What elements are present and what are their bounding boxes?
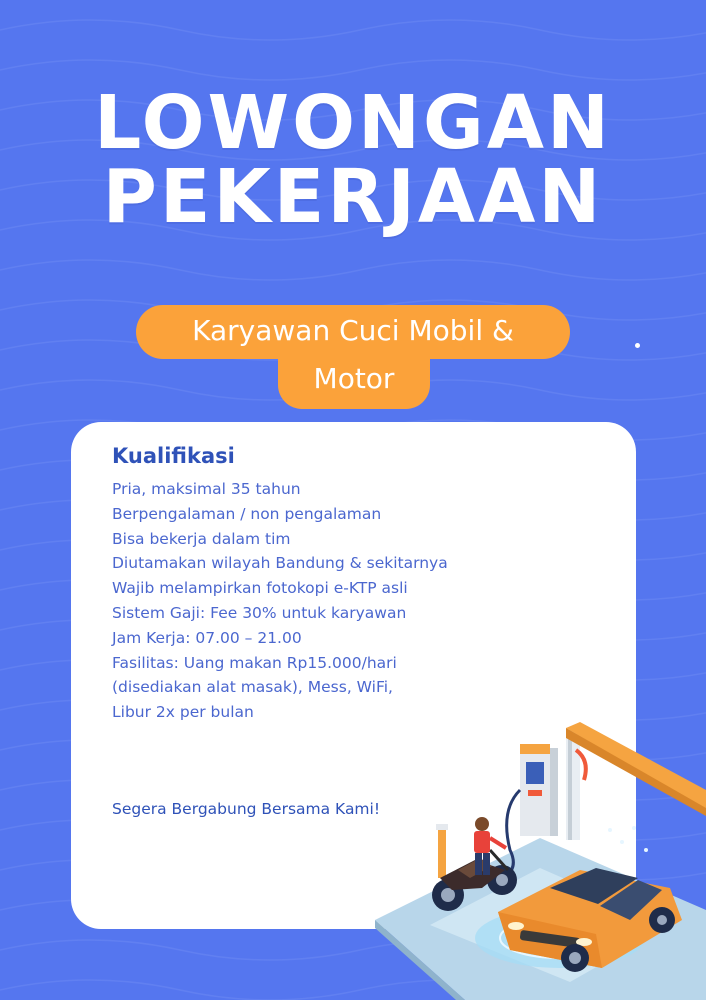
title-line-2: PEKERJAAN bbox=[102, 154, 604, 240]
qualification-item: Diutamakan wilayah Bandung & sekitarnya bbox=[112, 554, 448, 573]
qualification-item: Wajib melampirkan fotokopi e-KTP asli bbox=[112, 579, 408, 598]
title-line-1: LOWONGAN bbox=[94, 80, 612, 166]
qualification-item: Pria, maksimal 35 tahun bbox=[112, 480, 301, 498]
qualification-item: (disediakan alat masak), Mess, WiFi, bbox=[112, 678, 393, 697]
qualification-item: Sistem Gaji: Fee 30% untuk karyawan bbox=[112, 603, 407, 622]
qualification-item: Libur 2x per bulan bbox=[112, 703, 254, 722]
position-badge-line-2: Motor bbox=[278, 353, 430, 409]
qualification-item: Bisa bekerja dalam tim bbox=[112, 529, 291, 548]
qualification-item: Jam Kerja: 07.00 – 21.00 bbox=[112, 628, 302, 647]
position-badge-line-1: Karyawan Cuci Mobil & bbox=[136, 305, 570, 359]
qualification-item: Fasilitas: Uang makan Rp15.000/hari bbox=[112, 653, 397, 672]
car-wash-station-illustration bbox=[370, 720, 706, 1000]
qualifications-heading: Kualifikasi bbox=[112, 444, 235, 468]
qualification-item: Berpengalaman / non pengalaman bbox=[112, 504, 382, 523]
call-to-action-text: Segera Bergabung Bersama Kami! bbox=[112, 800, 381, 818]
decorative-dot bbox=[635, 343, 640, 348]
qualifications-list bbox=[112, 477, 448, 725]
